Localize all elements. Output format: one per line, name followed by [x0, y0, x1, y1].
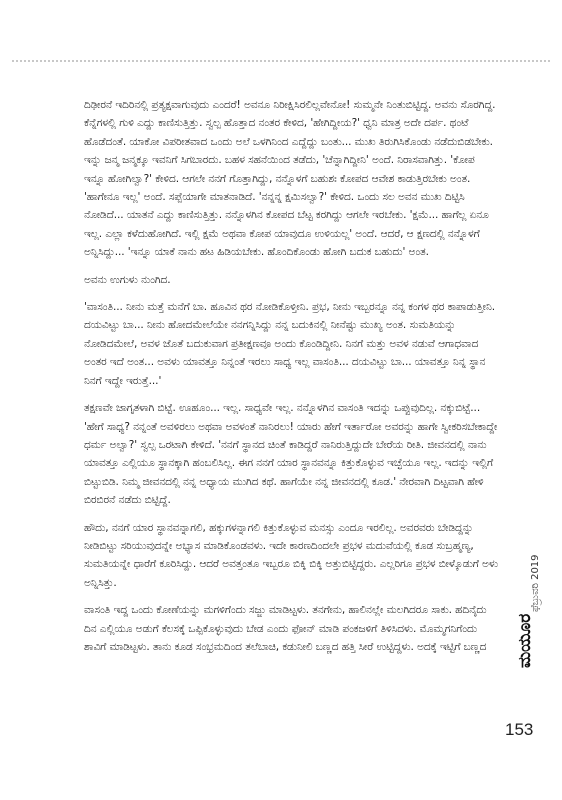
paragraph: 'ವಾಸಂತಿ... ನೀನು ಮತ್ತೆ ಮನೆಗೆ ಬಾ. ಹೂವಿನ ಥರ ನೋಡಿಕೊಳ್ತೀನಿ. ಪ್ರಭ, ನೀನು ಇಬ್ಬರನ್ನೂ ನನ್ನ ಕಂಗಳ ಥರ ಕಾಪಾಡುತ್ತೀನಿ. ದಯವಿಟ್ಟು ಬಾ... ನೀನು ಹೋದಮೇಲೆಯೇ ನನಗನ್ನಿಸಿದ್ದು ನನ್ನ ಬದುಕಿನಲ್ಲಿ ನೀನೆಷ್ಟು ಮುಖ್ಯ ಅಂತ. ಸುಮತಿಯನ್ನು ನೋಡಿದಮೇಲೆ, ಅವಳ ಜೊತೆ ಬದುಕುವಾಗ ಪ್ರತೀಕ್ಷಣವೂ ಅಂದು ಕೊಂಡಿದ್ದೀನಿ. ನಿನಗೆ ಮತ್ತು ಅವಳ ನಡುವೆ ಆಗಾಧವಾದ ಅಂತರ ಇದೆ ಅಂತ... ಅವಳು ಯಾವತ್ತೂ ನಿನ್ನಂತೆ ಇರಲು ಸಾಧ್ಯ ಇಲ್ಲ ವಾಸಂತಿ... ದಯವಿಟ್ಟು ಬಾ... ಯಾವತ್ತೂ ನಿನ್ನ ಸ್ಥಾನ ನಿನಗೆ ಇದ್ದೇ ಇರುತ್ತೆ...' — [84, 301, 496, 387]
paragraph: ಹೌದು, ನನಗೆ ಯಾರ ಸ್ಥಾನವನ್ನಾಗಲಿ, ಹಕ್ಕುಗಳನ್ನಾಗಲಿ ಕಿತ್ತುಕೊಳ್ಳುವ ಮನಸ್ಸು ಎಂದೂ ಇರಲಿಲ್ಲ. ಅವರವರು ಬೇಡಿದ್ದನ್ನು ನೀಡಿಬಿಟ್ಟು ಸರಿಯುವುದನ್ನೇ ಅಭ್ಯಾಸ ಮಾಡಿಕೊಂಡವಳು. ಇದೇ ಕಾರಣದಿಂದಲೇ ಪ್ರಭಳ ಮದುವೆಯಲ್ಲಿ ಕೂಡ ಸುಬ್ರಹ್ಮಣ್ಯ, ಸುಮತಿಯನ್ನೇ ಧಾರೆಗೆ ಕೂರಿಸಿದ್ದು. ಆದರೆ ಅವತ್ತಂತೂ ಇಬ್ಬರೂ ಬಿಕ್ಕಿ ಬಿಕ್ಕಿ ಅತ್ತುಬಿಟ್ಟಿದ್ದರು. ಎಲ್ಲರಿಗೂ ಪ್ರಭಳ ಬೀಳ್ಕೊಡುಗೆ ಅಳು ಅನ್ನಿಸಿತ್ತು. — [84, 521, 498, 589]
top-dotted-rule — [12, 60, 550, 62]
paragraph: ತಕ್ಷಣವೇ ಜಾಗೃತಳಾಗಿ ಬಿಟ್ಟೆ. ಊಹೂಂ... ಇಲ್ಲ. ಸಾಧ್ಯವೇ ಇಲ್ಲ. ನನ್ನೊಳಗಿನ ವಾಸಂತಿ ಇದನ್ನು ಒಪ್ಪುವುದಿಲ್ಲ. ನಕ್ಕುಬಿಟ್ಟೆ... 'ಹೇಗೆ ಸಾಧ್ಯ? ನನ್ನಂತೆ ಅವಳಿರಲು ಅಥವಾ ಅವಳಂತೆ ನಾನಿರಲು! ಯಾರು ಹೇಗೆ ಇರ್ತಾರೋ ಅವರನ್ನು ಹಾಗೇ ಸ್ವೀಕರಿಸಬೇಕಾದ್ದೇ ಧರ್ಮ ಅಲ್ವಾ?' ಸ್ವಲ್ಪ ಒರಟಾಗಿ ಕೇಳಿದೆ. 'ನನಗೆ ಸ್ಥಾನದ ಚಿಂತೆ ಕಾಡಿದ್ದರೆ ನಾನಿರುತ್ತಿದ್ದುದೇ ಬೇರೆಯ ರೀತಿ. ಜೀವನದಲ್ಲಿ ನಾನು ಯಾವತ್ತೂ ಎಲ್ಲಿಯೂ ಸ್ಥಾನಕ್ಕಾಗಿ ಹಂಬಲಿಸಿಲ್ಲ. ಈಗ ನನಗೆ ಯಾರ ಸ್ಥಾನವನ್ನೂ ಕಿತ್ತುಕೊಳ್ಳುವ ಇಚ್ಛೆಯೂ ಇಲ್ಲ. ಇದನ್ನು ಇಲ್ಲಿಗೆ ಬಿಟ್ಟುಬಿಡಿ. ನಿಮ್ಮ ಜೀವನದಲ್ಲಿ ನನ್ನ ಅಧ್ಯಾಯ ಮುಗಿದ ಕಥೆ. ಹಾಗೆಯೇ ನನ್ನ ಜೀವನದಲ್ಲಿ ಕೂಡ.' ನೇರವಾಗಿ ದಿಟ್ಟವಾಗಿ ಹೇಳಿ ಬಿರಬಿರನೆ ನಡೆದು ಬಿಟ್ಟಿದ್ದೆ. — [84, 402, 498, 507]
article-body — [84, 96, 498, 665]
page-number: 153 — [505, 720, 534, 739]
magazine-name: ಮಯೂರ — [515, 613, 535, 668]
paragraph: ವಾಸಂತಿ ಇದ್ದ ಒಂದು ಕೋಣೆಯನ್ನು ಮಗಳಿಗೆಂದು ಸಜ್ಜು ಮಾಡಿಟ್ಟಳು. ತನಗೇನು, ಹಾಲಿನಲ್ಲೇ ಮಲಗಿದರೂ ಸಾಕು. ಹದಿನೈದು ದಿನ ಎಲ್ಲಿಯೂ ಅಡುಗೆ ಕೆಲಸಕ್ಕೆ ಒಪ್ಪಿಕೊಳ್ಳುವುದು ಬೇಡ ಎಂದು ಫೋನ್ ಮಾಡಿ ಪಂಕಜಳಿಗೆ ತಿಳಿಸಿದಳು. ಮೊಮ್ಮಗನಿಗೆಂದು ಶಾವಿಗೆ ಮಾಡಿಟ್ಟಳು. ತಾನು ಕೂಡ ಸಂಭ್ರಮದಿಂದ ತಲೆಬಾಚಿ, ಕಡುನೀಲಿ ಬಣ್ಣದ ಹತ್ತಿ ಸೀರೆ ಉಟ್ಟಿದ್ದಳು. ಅದಕ್ಕೆ ಇಟ್ಟಿಗೆ ಬಣ್ಣದ — [84, 604, 487, 653]
issue-date: ಫೆಬ್ರುವರಿ 2019 — [530, 554, 541, 612]
paragraph: ಅವನು ಉಗುಳು ನುಂಗಿದ. — [84, 273, 171, 286]
paragraph: ದಿಢೀರನೆ ಇದಿರಿನಲ್ಲಿ ಪ್ರತ್ಯಕ್ಷವಾಗುವುದು ಎಂದರೆ! ಅವನೂ ನಿರೀಕ್ಷಿಸಿರಲಿಲ್ಲವೇನೋ! ಸುಮ್ಮನೇ ನಿಂತುಬಿಟ್ಟಿದ್ದ. ಅವನು ಸೊರಗಿದ್ದ. ಕೆನ್ನೆಗಳಲ್ಲಿ ಗುಳಿ ಎದ್ದು ಕಾಣಿಸುತ್ತಿತ್ತು. ಸ್ವಲ್ಪ ಹೊತ್ತಾದ ನಂತರ ಕೇಳಿದ, 'ಹೇಗಿದ್ದೀಯ?' ಧ್ವನಿ ಮಾತ್ರ ಅದೇ ದರ್ಪ. ಥಂಟೆ ಹೊಡೆದಂತೆ. ಯಾಕೋ ವಿಪರೀತವಾದ ಒಂದು ಅಲೆ ಒಳಗಿನಿಂದ ಎದ್ದೆದ್ದು ಬಂತು... ಮುಖ ತಿರುಗಿಸಿಕೊಂಡು ನಡೆದುಬಿಡಬೇಕು. ಇನ್ನು ಜನ್ಮ ಜನ್ಮಕ್ಕೂ ಇವನಿಗೆ ಸಿಗಬಾರದು. ಬಹಳ ಸಹನೆಯಿಂದ ತಡೆದು, 'ಚೆನ್ನಾಗಿದ್ದೀನಿ' ಅಂದೆ. ನಿರಾಸವಾಗಿತ್ತು. 'ಕೋಪ ಇನ್ನೂ ಹೋಗಿಲ್ವಾ?' ಕೇಳಿದ. ಆಗಲೇ ನನಗೆ ಗೊತ್ತಾಗಿದ್ದು, ನನ್ನೊಳಗೆ ಬಹುಶಃ ಕೋಪದ ಆವೇಶ ಕಾಡುತ್ತಿರಬೇಕು ಅಂತ. 'ಹಾಗೇನೂ ಇಲ್ಲ' ಅಂದೆ. ಸಪ್ಪೆಯಾಗೇ ಮಾತನಾಡಿದೆ. 'ನನ್ನನ್ನ ಕ್ಷಮಿಸಲ್ವಾ?' ಕೇಳಿದ. ಒಂದು ಸಲ ಅವನ ಮುಖ ದಿಟ್ಟಿಸಿ ನೋಡಿದೆ... ಯಾತನೆ ಎದ್ದು ಕಾಣಿಸುತ್ತಿತ್ತು. ನನ್ನೊಳಗಿನ ಕೋಪದ ಬೆಟ್ಟ ಕರಗಿದ್ದು ಆಗಲೇ ಇರಬೇಕು. 'ಕ್ಷಮೆ... ಹಾಗೆಲ್ಲ ಏನೂ ಇಲ್ಲ. ಎಲ್ಲಾ ಕಳೆದುಹೋಗಿದೆ. ಇಲ್ಲಿ ಕ್ಷಮೆ ಅಥವಾ ಕೋಪ ಯಾವುದೂ ಉಳಿಯಲ್ಲ' ಅಂದೆ. ಆದರೆ, ಆ ಕ್ಷಣದಲ್ಲಿ ನನ್ನೊಳಗೆ ಅನ್ನಿಸಿದ್ದು... 'ಇನ್ನೂ ಯಾಕೆ ನಾನು ಹಟ ಹಿಡಿಯಬೇಕು. ಹೊಂದಿಕೊಂಡು ಹೋಗಿ ಬದುಕ ಬಹುದು' ಅಂತ. — [84, 99, 496, 259]
